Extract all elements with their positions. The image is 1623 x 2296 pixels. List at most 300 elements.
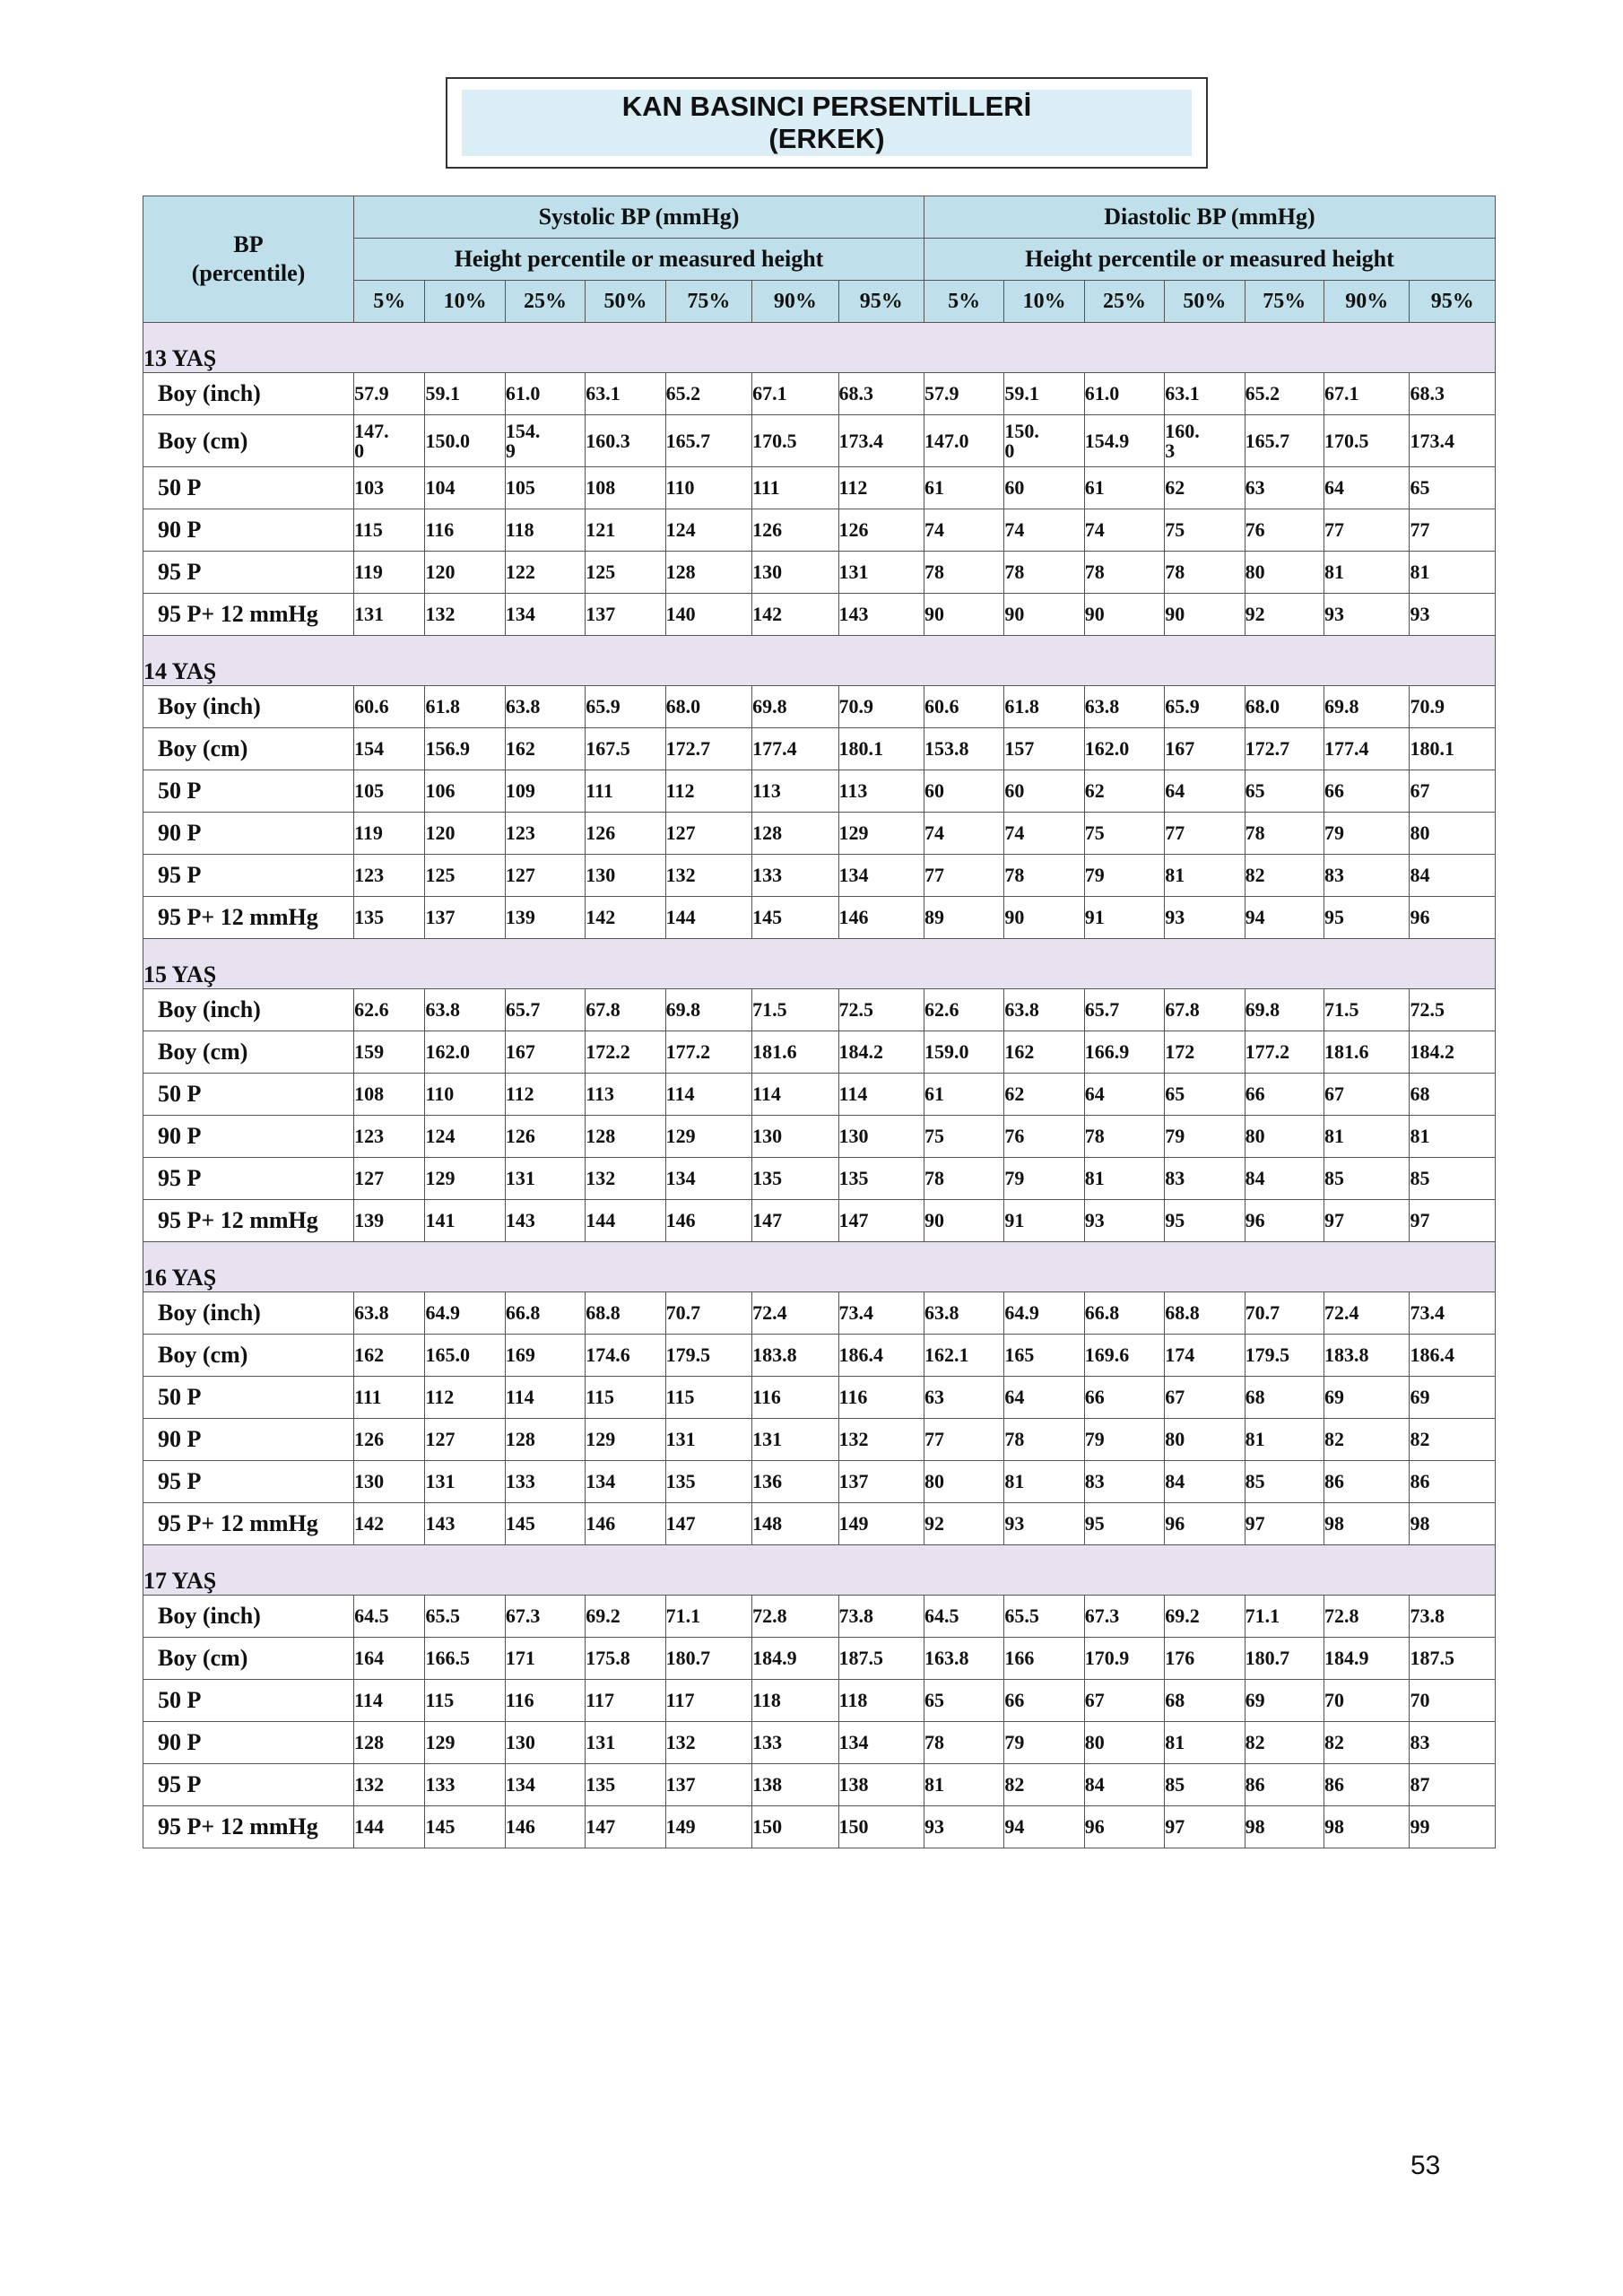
row-label: 95 P+ 12 mmHg [143, 594, 354, 636]
systolic-value-cell: 114 [752, 1074, 838, 1116]
row-label: 50 P [143, 1680, 354, 1722]
table-row [143, 594, 1496, 636]
systolic-value-cell: 115 [586, 1377, 665, 1419]
systolic-value-cell: 184.9 [752, 1638, 838, 1680]
diastolic-value-cell: 83 [1165, 1158, 1245, 1200]
systolic-value-cell: 69.2 [586, 1596, 665, 1638]
diastolic-percentile-header: 90% [1324, 281, 1410, 323]
diastolic-value-cell: 81 [1410, 1116, 1496, 1158]
diastolic-value-cell: 80 [1245, 552, 1324, 594]
diastolic-value-cell: 81 [1245, 1419, 1324, 1461]
table-row [143, 1680, 1496, 1722]
systolic-value-cell: 128 [586, 1116, 665, 1158]
row-label: Boy (inch) [143, 1596, 354, 1638]
diastolic-value-cell: 78 [1004, 552, 1084, 594]
diastolic-value-cell: 64 [1084, 1074, 1164, 1116]
table-row [143, 1335, 1496, 1377]
diastolic-value-cell: 81 [1004, 1461, 1084, 1503]
table-row [143, 686, 1496, 728]
systolic-value-cell: 164 [354, 1638, 425, 1680]
diastolic-value-cell: 80 [924, 1461, 1003, 1503]
systolic-value-cell: 67.8 [586, 989, 665, 1031]
row-label: 90 P [143, 509, 354, 552]
diastolic-value-cell: 180.7 [1245, 1638, 1324, 1680]
systolic-value-cell: 111 [586, 770, 665, 813]
systolic-value-cell: 64.5 [354, 1596, 425, 1638]
diastolic-value-cell: 61.8 [1004, 686, 1084, 728]
diastolic-value-cell: 186.4 [1410, 1335, 1496, 1377]
diastolic-value-cell: 71.1 [1245, 1596, 1324, 1638]
value-fragment: 9 [505, 439, 516, 462]
diastolic-value-cell: 60 [1004, 770, 1084, 813]
diastolic-value-cell: 170.9 [1084, 1638, 1164, 1680]
page-number: 53 [1410, 2151, 1441, 2180]
age-group-row [143, 323, 1496, 373]
diastolic-value-cell: 177.4 [1324, 728, 1410, 770]
systolic-value-cell: 130 [838, 1116, 924, 1158]
systolic-value-cell: 119 [354, 552, 425, 594]
diastolic-value-cell: 68 [1410, 1074, 1496, 1116]
diastolic-value-cell: 84 [1165, 1461, 1245, 1503]
diastolic-value-cell: 67.3 [1084, 1596, 1164, 1638]
systolic-value-cell: 146 [838, 897, 924, 939]
diastolic-value-cell: 96 [1245, 1200, 1324, 1242]
diastolic-value-cell: 172 [1165, 1031, 1245, 1074]
diastolic-value-cell: 85 [1245, 1461, 1324, 1503]
systolic-value-cell: 65.2 [665, 373, 751, 415]
diastolic-value-cell: 65 [924, 1680, 1003, 1722]
diastolic-value-cell: 169.6 [1084, 1335, 1164, 1377]
diastolic-value-cell: 79 [1004, 1722, 1084, 1764]
diastolic-percentile-header: 25% [1084, 281, 1164, 323]
table-row [143, 989, 1496, 1031]
diastolic-value-cell: 82 [1324, 1419, 1410, 1461]
systolic-value-cell: 71.1 [665, 1596, 751, 1638]
diastolic-value-cell: 61.0 [1084, 373, 1164, 415]
diastolic-value-cell: 63 [1245, 467, 1324, 509]
diastolic-value-cell: 65.9 [1165, 686, 1245, 728]
value-fragment: 150. [1004, 419, 1039, 442]
systolic-value-cell: 180.7 [665, 1638, 751, 1680]
diastolic-value-cell: 74 [924, 813, 1003, 855]
age-group-label: 16 YAŞ [143, 1242, 1496, 1292]
systolic-value-cell: 112 [505, 1074, 585, 1116]
diastolic-value-cell: 97 [1324, 1200, 1410, 1242]
systolic-value-cell: 116 [505, 1680, 585, 1722]
systolic-value-cell: 132 [354, 1764, 425, 1806]
systolic-value-cell: 142 [752, 594, 838, 636]
diastolic-value-cell: 62 [1165, 467, 1245, 509]
systolic-value-cell: 126 [752, 509, 838, 552]
diastolic-value-cell: 82 [1410, 1419, 1496, 1461]
diastolic-value-cell: 97 [1410, 1200, 1496, 1242]
diastolic-value-cell: 187.5 [1410, 1638, 1496, 1680]
diastolic-value-cell: 80 [1410, 813, 1496, 855]
systolic-value-cell: 133 [752, 1722, 838, 1764]
diastolic-percentile-header: 95% [1410, 281, 1496, 323]
systolic-value-cell: 166.5 [425, 1638, 505, 1680]
systolic-value-cell: 132 [425, 594, 505, 636]
diastolic-value-cell: 83 [1324, 855, 1410, 897]
systolic-value-cell: 105 [505, 467, 585, 509]
diastolic-value-cell: 69 [1410, 1377, 1496, 1419]
systolic-value-cell: 159 [354, 1031, 425, 1074]
table-row [143, 1377, 1496, 1419]
diastolic-value-cell: 72.4 [1324, 1292, 1410, 1335]
diastolic-value-cell: 69 [1324, 1377, 1410, 1419]
diastolic-value-cell: 66 [1324, 770, 1410, 813]
systolic-value-cell: 131 [665, 1419, 751, 1461]
table-row [143, 1596, 1496, 1638]
systolic-value-cell: 137 [665, 1764, 751, 1806]
systolic-value-cell: 104 [425, 467, 505, 509]
systolic-value-cell: 72.4 [752, 1292, 838, 1335]
diastolic-value-cell: 95 [1324, 897, 1410, 939]
diastolic-value-cell: 181.6 [1324, 1031, 1410, 1074]
diastolic-value-cell: 93 [1004, 1503, 1084, 1545]
systolic-value-cell: 126 [838, 509, 924, 552]
diastolic-value-cell: 67 [1165, 1377, 1245, 1419]
diastolic-value-cell: 67 [1410, 770, 1496, 813]
systolic-value-cell [354, 415, 425, 467]
systolic-value-cell: 130 [505, 1722, 585, 1764]
systolic-value-cell: 177.4 [752, 728, 838, 770]
systolic-value-cell: 141 [425, 1200, 505, 1242]
systolic-value-cell: 57.9 [354, 373, 425, 415]
systolic-value-cell: 103 [354, 467, 425, 509]
diastolic-value-cell: 65.7 [1084, 989, 1164, 1031]
systolic-value-cell: 147 [752, 1200, 838, 1242]
title-line-1: KAN BASINCI PERSENTİLLERİ [621, 91, 1032, 122]
systolic-value-cell: 129 [665, 1116, 751, 1158]
systolic-value-cell: 167 [505, 1031, 585, 1074]
diastolic-value-cell: 96 [1410, 897, 1496, 939]
diastolic-value-cell: 81 [1165, 855, 1245, 897]
systolic-value-cell: 68.0 [665, 686, 751, 728]
systolic-value-cell: 146 [586, 1503, 665, 1545]
diastolic-value-cell: 179.5 [1245, 1335, 1324, 1377]
table-row [143, 509, 1496, 552]
diastolic-height-header: Height percentile or measured height [924, 239, 1495, 281]
systolic-value-cell: 186.4 [838, 1335, 924, 1377]
systolic-value-cell: 112 [838, 467, 924, 509]
systolic-value-cell: 109 [505, 770, 585, 813]
age-group-label: 15 YAŞ [143, 939, 1496, 989]
diastolic-value-cell: 162.1 [924, 1335, 1003, 1377]
diastolic-percentile-header: 75% [1245, 281, 1324, 323]
systolic-value-cell: 59.1 [425, 373, 505, 415]
systolic-value-cell: 129 [586, 1419, 665, 1461]
table-row [143, 467, 1496, 509]
systolic-value-cell: 118 [752, 1680, 838, 1722]
diastolic-value-cell: 81 [1324, 552, 1410, 594]
systolic-value-cell: 115 [354, 509, 425, 552]
table-row [143, 415, 1496, 467]
systolic-value-cell: 173.4 [838, 415, 924, 467]
diastolic-value-cell: 70 [1410, 1680, 1496, 1722]
diastolic-value-cell: 61 [1084, 467, 1164, 509]
diastolic-value-cell: 68 [1245, 1377, 1324, 1419]
systolic-value-cell: 134 [838, 855, 924, 897]
document-title [462, 90, 1192, 156]
systolic-value-cell: 131 [354, 594, 425, 636]
row-label: 50 P [143, 770, 354, 813]
diastolic-value-cell: 176 [1165, 1638, 1245, 1680]
systolic-value-cell: 73.8 [838, 1596, 924, 1638]
systolic-value-cell: 150.0 [425, 415, 505, 467]
systolic-value-cell: 127 [354, 1158, 425, 1200]
systolic-value-cell: 165.0 [425, 1335, 505, 1377]
diastolic-value-cell: 69.8 [1245, 989, 1324, 1031]
blood-pressure-table [143, 196, 1496, 1848]
systolic-value-cell: 132 [665, 855, 751, 897]
value-fragment: 147. [354, 419, 389, 442]
diastolic-value-cell: 65 [1165, 1074, 1245, 1116]
systolic-value-cell: 114 [665, 1074, 751, 1116]
systolic-value-cell: 139 [354, 1200, 425, 1242]
systolic-value-cell: 125 [586, 552, 665, 594]
diastolic-value-cell: 79 [1165, 1116, 1245, 1158]
systolic-value-cell: 142 [586, 897, 665, 939]
systolic-value-cell: 132 [838, 1419, 924, 1461]
systolic-height-header: Height percentile or measured height [354, 239, 924, 281]
diastolic-value-cell: 67.8 [1165, 989, 1245, 1031]
systolic-value-cell: 130 [752, 552, 838, 594]
systolic-value-cell: 131 [425, 1461, 505, 1503]
diastolic-value-cell: 79 [1084, 855, 1164, 897]
systolic-value-cell: 67.3 [505, 1596, 585, 1638]
systolic-value-cell: 132 [586, 1158, 665, 1200]
diastolic-value-cell: 66 [1084, 1377, 1164, 1419]
diastolic-value-cell: 98 [1324, 1806, 1410, 1848]
systolic-value-cell: 69.8 [752, 686, 838, 728]
diastolic-value-cell: 78 [924, 1158, 1003, 1200]
systolic-value-cell: 127 [665, 813, 751, 855]
systolic-value-cell: 171 [505, 1638, 585, 1680]
systolic-value-cell: 134 [505, 594, 585, 636]
diastolic-value-cell: 63.8 [1004, 989, 1084, 1031]
diastolic-value-cell: 77 [1324, 509, 1410, 552]
systolic-value-cell: 135 [665, 1461, 751, 1503]
systolic-percentile-header: 50% [586, 281, 665, 323]
systolic-value-cell: 170.5 [752, 415, 838, 467]
diastolic-value-cell: 63.8 [924, 1292, 1003, 1335]
systolic-value-cell: 162 [505, 728, 585, 770]
systolic-value-cell: 61.0 [505, 373, 585, 415]
table-row [143, 1461, 1496, 1503]
systolic-value-cell: 121 [586, 509, 665, 552]
systolic-percentile-header: 25% [505, 281, 585, 323]
age-group-label: 14 YAŞ [143, 636, 1496, 686]
systolic-value-cell: 68.8 [586, 1292, 665, 1335]
systolic-value-cell: 175.8 [586, 1638, 665, 1680]
diastolic-value-cell: 60.6 [924, 686, 1003, 728]
systolic-value-cell: 129 [838, 813, 924, 855]
systolic-value-cell: 65.7 [505, 989, 585, 1031]
diastolic-value-cell: 65 [1245, 770, 1324, 813]
systolic-value-cell: 112 [425, 1377, 505, 1419]
diastolic-value-cell: 85 [1165, 1764, 1245, 1806]
table-row [143, 813, 1496, 855]
systolic-value-cell: 126 [505, 1116, 585, 1158]
systolic-value-cell: 129 [425, 1722, 505, 1764]
diastolic-value-cell: 73.8 [1410, 1596, 1496, 1638]
bp-label: BP [233, 231, 264, 257]
systolic-value-cell: 131 [505, 1158, 585, 1200]
systolic-value-cell: 117 [586, 1680, 665, 1722]
diastolic-value-cell: 63.8 [1084, 686, 1164, 728]
systolic-value-cell: 137 [425, 897, 505, 939]
diastolic-value-cell: 77 [924, 1419, 1003, 1461]
systolic-value-cell: 180.1 [838, 728, 924, 770]
diastolic-value-cell: 64 [1324, 467, 1410, 509]
systolic-value-cell: 143 [505, 1200, 585, 1242]
systolic-value-cell: 183.8 [752, 1335, 838, 1377]
diastolic-value-cell: 69 [1245, 1680, 1324, 1722]
systolic-value-cell: 133 [505, 1461, 585, 1503]
systolic-value-cell: 147 [665, 1503, 751, 1545]
row-label: 90 P [143, 1419, 354, 1461]
age-group-label: 13 YAŞ [143, 323, 1496, 373]
systolic-value-cell: 148 [752, 1503, 838, 1545]
diastolic-value-cell: 83 [1410, 1722, 1496, 1764]
systolic-value-cell: 179.5 [665, 1335, 751, 1377]
systolic-value-cell: 68.3 [838, 373, 924, 415]
diastolic-value-cell: 90 [924, 1200, 1003, 1242]
systolic-value-cell: 124 [425, 1116, 505, 1158]
diastolic-value-cell: 78 [1004, 1419, 1084, 1461]
systolic-value-cell: 144 [586, 1200, 665, 1242]
systolic-value-cell: 124 [665, 509, 751, 552]
diastolic-value-cell: 78 [1004, 855, 1084, 897]
systolic-value-cell: 149 [665, 1806, 751, 1848]
diastolic-value-cell: 59.1 [1004, 373, 1084, 415]
diastolic-value-cell: 167 [1165, 728, 1245, 770]
row-label: 50 P [143, 1377, 354, 1419]
systolic-value-cell: 115 [425, 1680, 505, 1722]
systolic-value-cell: 129 [425, 1158, 505, 1200]
diastolic-value-cell: 96 [1084, 1806, 1164, 1848]
systolic-value-cell: 144 [354, 1806, 425, 1848]
systolic-value-cell: 137 [586, 594, 665, 636]
systolic-value-cell: 147 [838, 1200, 924, 1242]
diastolic-value-cell: 82 [1324, 1722, 1410, 1764]
table-row [143, 855, 1496, 897]
systolic-value-cell: 65.9 [586, 686, 665, 728]
diastolic-value-cell: 79 [1324, 813, 1410, 855]
systolic-value-cell: 63.8 [354, 1292, 425, 1335]
systolic-value-cell: 135 [586, 1764, 665, 1806]
diastolic-value-cell: 74 [1004, 813, 1084, 855]
diastolic-value-cell: 86 [1410, 1461, 1496, 1503]
age-group-row [143, 1242, 1496, 1292]
diastolic-value-cell: 170.5 [1324, 415, 1410, 467]
diastolic-value-cell: 94 [1245, 897, 1324, 939]
systolic-value-cell: 72.5 [838, 989, 924, 1031]
systolic-percentile-header: 10% [425, 281, 505, 323]
table-row [143, 770, 1496, 813]
systolic-value-cell: 70.9 [838, 686, 924, 728]
diastolic-percentile-header: 50% [1165, 281, 1245, 323]
systolic-value-cell: 134 [505, 1764, 585, 1806]
diastolic-value-cell: 64.5 [924, 1596, 1003, 1638]
diastolic-value-cell: 66 [1004, 1680, 1084, 1722]
diastolic-value-cell: 65 [1410, 467, 1496, 509]
systolic-value-cell: 133 [752, 855, 838, 897]
row-label: 95 P+ 12 mmHg [143, 1503, 354, 1545]
table-row [143, 1638, 1496, 1680]
diastolic-value-cell: 93 [1165, 897, 1245, 939]
systolic-value-cell: 132 [665, 1722, 751, 1764]
systolic-percentile-header: 75% [665, 281, 751, 323]
diastolic-value-cell: 85 [1410, 1158, 1496, 1200]
diastolic-value-cell: 81 [1324, 1116, 1410, 1158]
systolic-value-cell: 136 [752, 1461, 838, 1503]
diastolic-value-cell: 76 [1245, 509, 1324, 552]
diastolic-value-cell: 96 [1165, 1503, 1245, 1545]
diastolic-value-cell: 84 [1084, 1764, 1164, 1806]
systolic-value-cell: 167.5 [586, 728, 665, 770]
systolic-value-cell: 119 [354, 813, 425, 855]
systolic-value-cell [505, 415, 585, 467]
table-row [143, 1806, 1496, 1848]
systolic-value-cell: 145 [505, 1503, 585, 1545]
diastolic-value-cell: 87 [1410, 1764, 1496, 1806]
systolic-value-cell: 110 [665, 467, 751, 509]
systolic-value-cell: 122 [505, 552, 585, 594]
systolic-value-cell: 150 [752, 1806, 838, 1848]
systolic-value-cell: 117 [665, 1680, 751, 1722]
diastolic-value-cell: 97 [1165, 1806, 1245, 1848]
diastolic-value-cell: 162 [1004, 1031, 1084, 1074]
systolic-value-cell: 66.8 [505, 1292, 585, 1335]
systolic-value-cell: 116 [838, 1377, 924, 1419]
diastolic-value-cell: 72.8 [1324, 1596, 1410, 1638]
systolic-value-cell: 105 [354, 770, 425, 813]
systolic-value-cell: 162 [354, 1335, 425, 1377]
row-label: 95 P+ 12 mmHg [143, 1200, 354, 1242]
systolic-value-cell: 160.3 [586, 415, 665, 467]
diastolic-value-cell: 78 [1165, 552, 1245, 594]
systolic-value-cell: 128 [354, 1722, 425, 1764]
table-row [143, 1764, 1496, 1806]
table-row [143, 1158, 1496, 1200]
systolic-value-cell: 145 [752, 897, 838, 939]
diastolic-value-cell: 69.8 [1324, 686, 1410, 728]
systolic-value-cell: 120 [425, 552, 505, 594]
systolic-value-cell: 128 [665, 552, 751, 594]
bp-percentile-header [143, 196, 354, 323]
systolic-value-cell: 128 [752, 813, 838, 855]
diastolic-value-cell: 174 [1165, 1335, 1245, 1377]
diastolic-value-cell: 62 [1004, 1074, 1084, 1116]
diastolic-value-cell: 73.4 [1410, 1292, 1496, 1335]
diastolic-value-cell: 84 [1410, 855, 1496, 897]
systolic-value-cell: 143 [838, 594, 924, 636]
systolic-value-cell: 169 [505, 1335, 585, 1377]
diastolic-value-cell: 66 [1245, 1074, 1324, 1116]
age-group-label: 17 YAŞ [143, 1545, 1496, 1596]
systolic-value-cell: 62.6 [354, 989, 425, 1031]
systolic-value-cell: 116 [752, 1377, 838, 1419]
diastolic-value-cell: 93 [1324, 594, 1410, 636]
systolic-value-cell: 116 [425, 509, 505, 552]
systolic-value-cell: 64.9 [425, 1292, 505, 1335]
diastolic-value-cell: 75 [1165, 509, 1245, 552]
diastolic-value-cell: 65.5 [1004, 1596, 1084, 1638]
systolic-value-cell: 61.8 [425, 686, 505, 728]
diastolic-value-cell: 90 [1004, 594, 1084, 636]
